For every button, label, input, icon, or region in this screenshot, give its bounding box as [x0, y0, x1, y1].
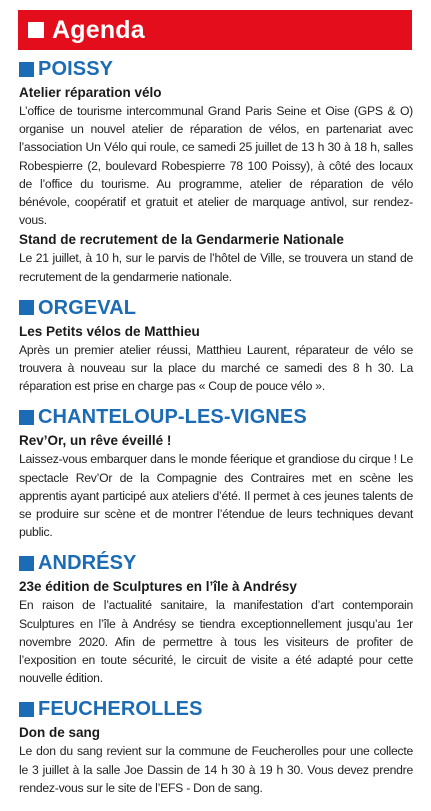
- city-name: FEUCHEROLLES: [38, 698, 203, 721]
- event-item: [19, 83, 413, 229]
- city-heading: [19, 295, 413, 321]
- event-title: 23e édition de Sculptures en l’île à Andrésy: [19, 579, 297, 595]
- city-name: CHANTELOUP-LES-VIGNES: [38, 406, 307, 429]
- section-feucherolles: [19, 696, 413, 797]
- section-andresy: [19, 550, 413, 687]
- city-name: ANDRÉSY: [38, 552, 137, 575]
- agenda-header: [18, 10, 412, 50]
- event-description: L’office de tourisme intercommunal Grand Paris Seine et Oise (GPS & O) organise un nouvel atelier de réparation de vélos, en partenariat avec l’association Un Vélo qui roule, ce samedi 25 juillet de 13 h 30 à 18 h, salles Robespierre (2, boulevard Robespierre 78 100 Poissy), à côté des locaux de l’office du tourisme. Au programme, atelier de réparation de vélo bénévole, coopératif et gratuit et atelier de marquage antivol, sur rendez-vous.: [19, 104, 413, 228]
- event-description: Le 21 juillet, à 10 h, sur le parvis de l’hôtel de Ville, se trouvera un stand de recrutement de la gendarmerie nationale.: [19, 251, 413, 284]
- square-bullet-icon: [19, 702, 34, 717]
- page-title: Agenda: [52, 15, 145, 44]
- square-bullet-icon: [19, 62, 34, 77]
- agenda-content: [19, 56, 413, 797]
- event-title: Les Petits vélos de Matthieu: [19, 323, 200, 339]
- section-chanteloup-les-vignes: [19, 404, 413, 541]
- square-bullet-icon: [28, 22, 44, 38]
- city-heading: [19, 404, 413, 430]
- event-description: Après un premier atelier réussi, Matthieu Laurent, réparateur de vélo se trouvera à nouveau sur la place du marché ce samedi des 8 h 30. La réparation est prise en charge pas « Coup de pouce vélo ».: [19, 342, 413, 394]
- square-bullet-icon: [19, 300, 34, 315]
- event-item: [19, 230, 413, 285]
- event-item: [19, 322, 413, 396]
- city-name: ORGEVAL: [38, 296, 137, 319]
- event-title: Stand de recrutement de la Gendarmerie Nationale: [19, 232, 344, 248]
- event-title: Atelier réparation vélo: [19, 85, 162, 100]
- city-heading: [19, 696, 413, 722]
- square-bullet-icon: [19, 410, 34, 425]
- event-item: [19, 723, 413, 797]
- event-description: Le don du sang revient sur la commune de Feucherolles pour une collecte le 3 juillet à la salle Joe Dassin de 14 h 30 à 19 h 30. Vous devez prendre rendez-vous sur le site de l’EFS - Don de sang.: [19, 744, 413, 795]
- section-poissy: [19, 56, 413, 286]
- event-description: Laissez-vous embarquer dans le monde féerique et grandiose du cirque ! Le spectacle Rev’Or de la Compagnie des Contraires met en scène les apprentis ayant participé aux ateliers d’été. Il permet à ces jeunes talents de se produire sur scène et de montrer l’étendue de leurs techniques devant public.: [19, 452, 413, 540]
- event-description: En raison de l’actualité sanitaire, la manifestation d’art contemporain Sculptures en l’île à Andrésy se tiendra exceptionnellement jusqu’au 1er novembre 2020. Afin de permettre à tous les visiteurs de profiter de l’exposition en toute sécurité, le circuit de visite a été adapté pour cette nouvelle édition.: [19, 598, 413, 686]
- square-bullet-icon: [19, 556, 34, 571]
- section-orgeval: [19, 295, 413, 396]
- event-title: Rev’Or, un rêve éveillé !: [19, 433, 172, 449]
- event-item: [19, 431, 413, 541]
- city-name: POISSY: [38, 58, 114, 80]
- event-title: Don de sang: [19, 725, 101, 741]
- city-heading: [19, 550, 413, 576]
- event-item: [19, 577, 413, 687]
- city-heading: [19, 56, 413, 82]
